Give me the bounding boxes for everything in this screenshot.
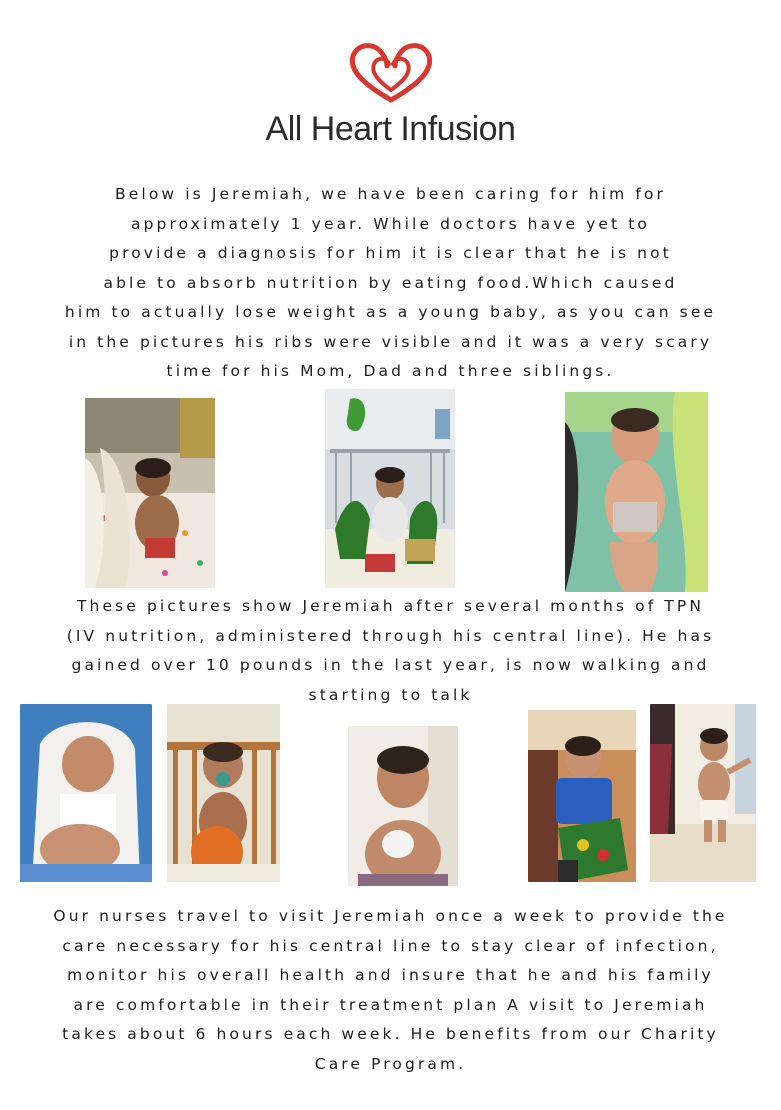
heart-logo-icon bbox=[345, 40, 437, 106]
progress-line: starting to talk bbox=[308, 685, 473, 704]
brand-name: All Heart Infusion bbox=[265, 110, 516, 148]
care-line: Care Program. bbox=[314, 1054, 467, 1073]
progress-paragraph bbox=[20, 592, 761, 710]
progress-line: gained over 10 pounds in the last year, is now walking and bbox=[71, 656, 710, 674]
photo-toddler-with-pumpkin-in-crib bbox=[167, 704, 280, 882]
intro-line: approximately 1 year. While doctors have yet to bbox=[130, 214, 651, 233]
photo-toddler-with-central-line-dressing bbox=[348, 726, 458, 886]
intro-line: in the pictures his ribs were visible and it was a very scary bbox=[68, 332, 713, 351]
photo-toddler-walking bbox=[650, 704, 756, 882]
intro-line: able to absorb nutrition by eating food.Which caused bbox=[103, 273, 678, 292]
photo-toddler-in-hooded-towel bbox=[20, 704, 152, 882]
intro-paragraph bbox=[20, 180, 761, 387]
photo-smiling-baby-on-blanket bbox=[565, 392, 708, 592]
progress-line: (IV nutrition, administered through his central line). He has bbox=[66, 626, 715, 645]
care-line: takes about 6 hours each week. He benefits from our Charity bbox=[62, 1025, 719, 1043]
photo-baby-with-stuffed-dinosaurs bbox=[325, 389, 455, 588]
care-paragraph bbox=[20, 902, 761, 1079]
intro-line: him to actually lose weight as a young baby, as you can see bbox=[64, 303, 717, 321]
intro-line: provide a diagnosis for him it is clear that he is not bbox=[109, 244, 672, 262]
intro-line: Below is Jeremiah, we have been caring for him for bbox=[115, 185, 666, 203]
care-line: care necessary for his central line to stay clear of infection, bbox=[62, 936, 719, 955]
photo-baby-in-crib-blanket bbox=[85, 398, 215, 588]
progress-line: These pictures show Jeremiah after several months of TPN bbox=[76, 597, 705, 615]
care-line: monitor his overall health and insure that he and his family bbox=[67, 966, 714, 984]
care-line: Our nurses travel to visit Jeremiah once a week to provide the bbox=[53, 907, 728, 925]
photo-toddler-in-blue-shirt-with-toy bbox=[528, 710, 636, 882]
care-line: are comfortable in their treatment plan A visit to Jeremiah bbox=[73, 995, 708, 1014]
intro-line: time for his Mom, Dad and three siblings. bbox=[166, 362, 615, 380]
